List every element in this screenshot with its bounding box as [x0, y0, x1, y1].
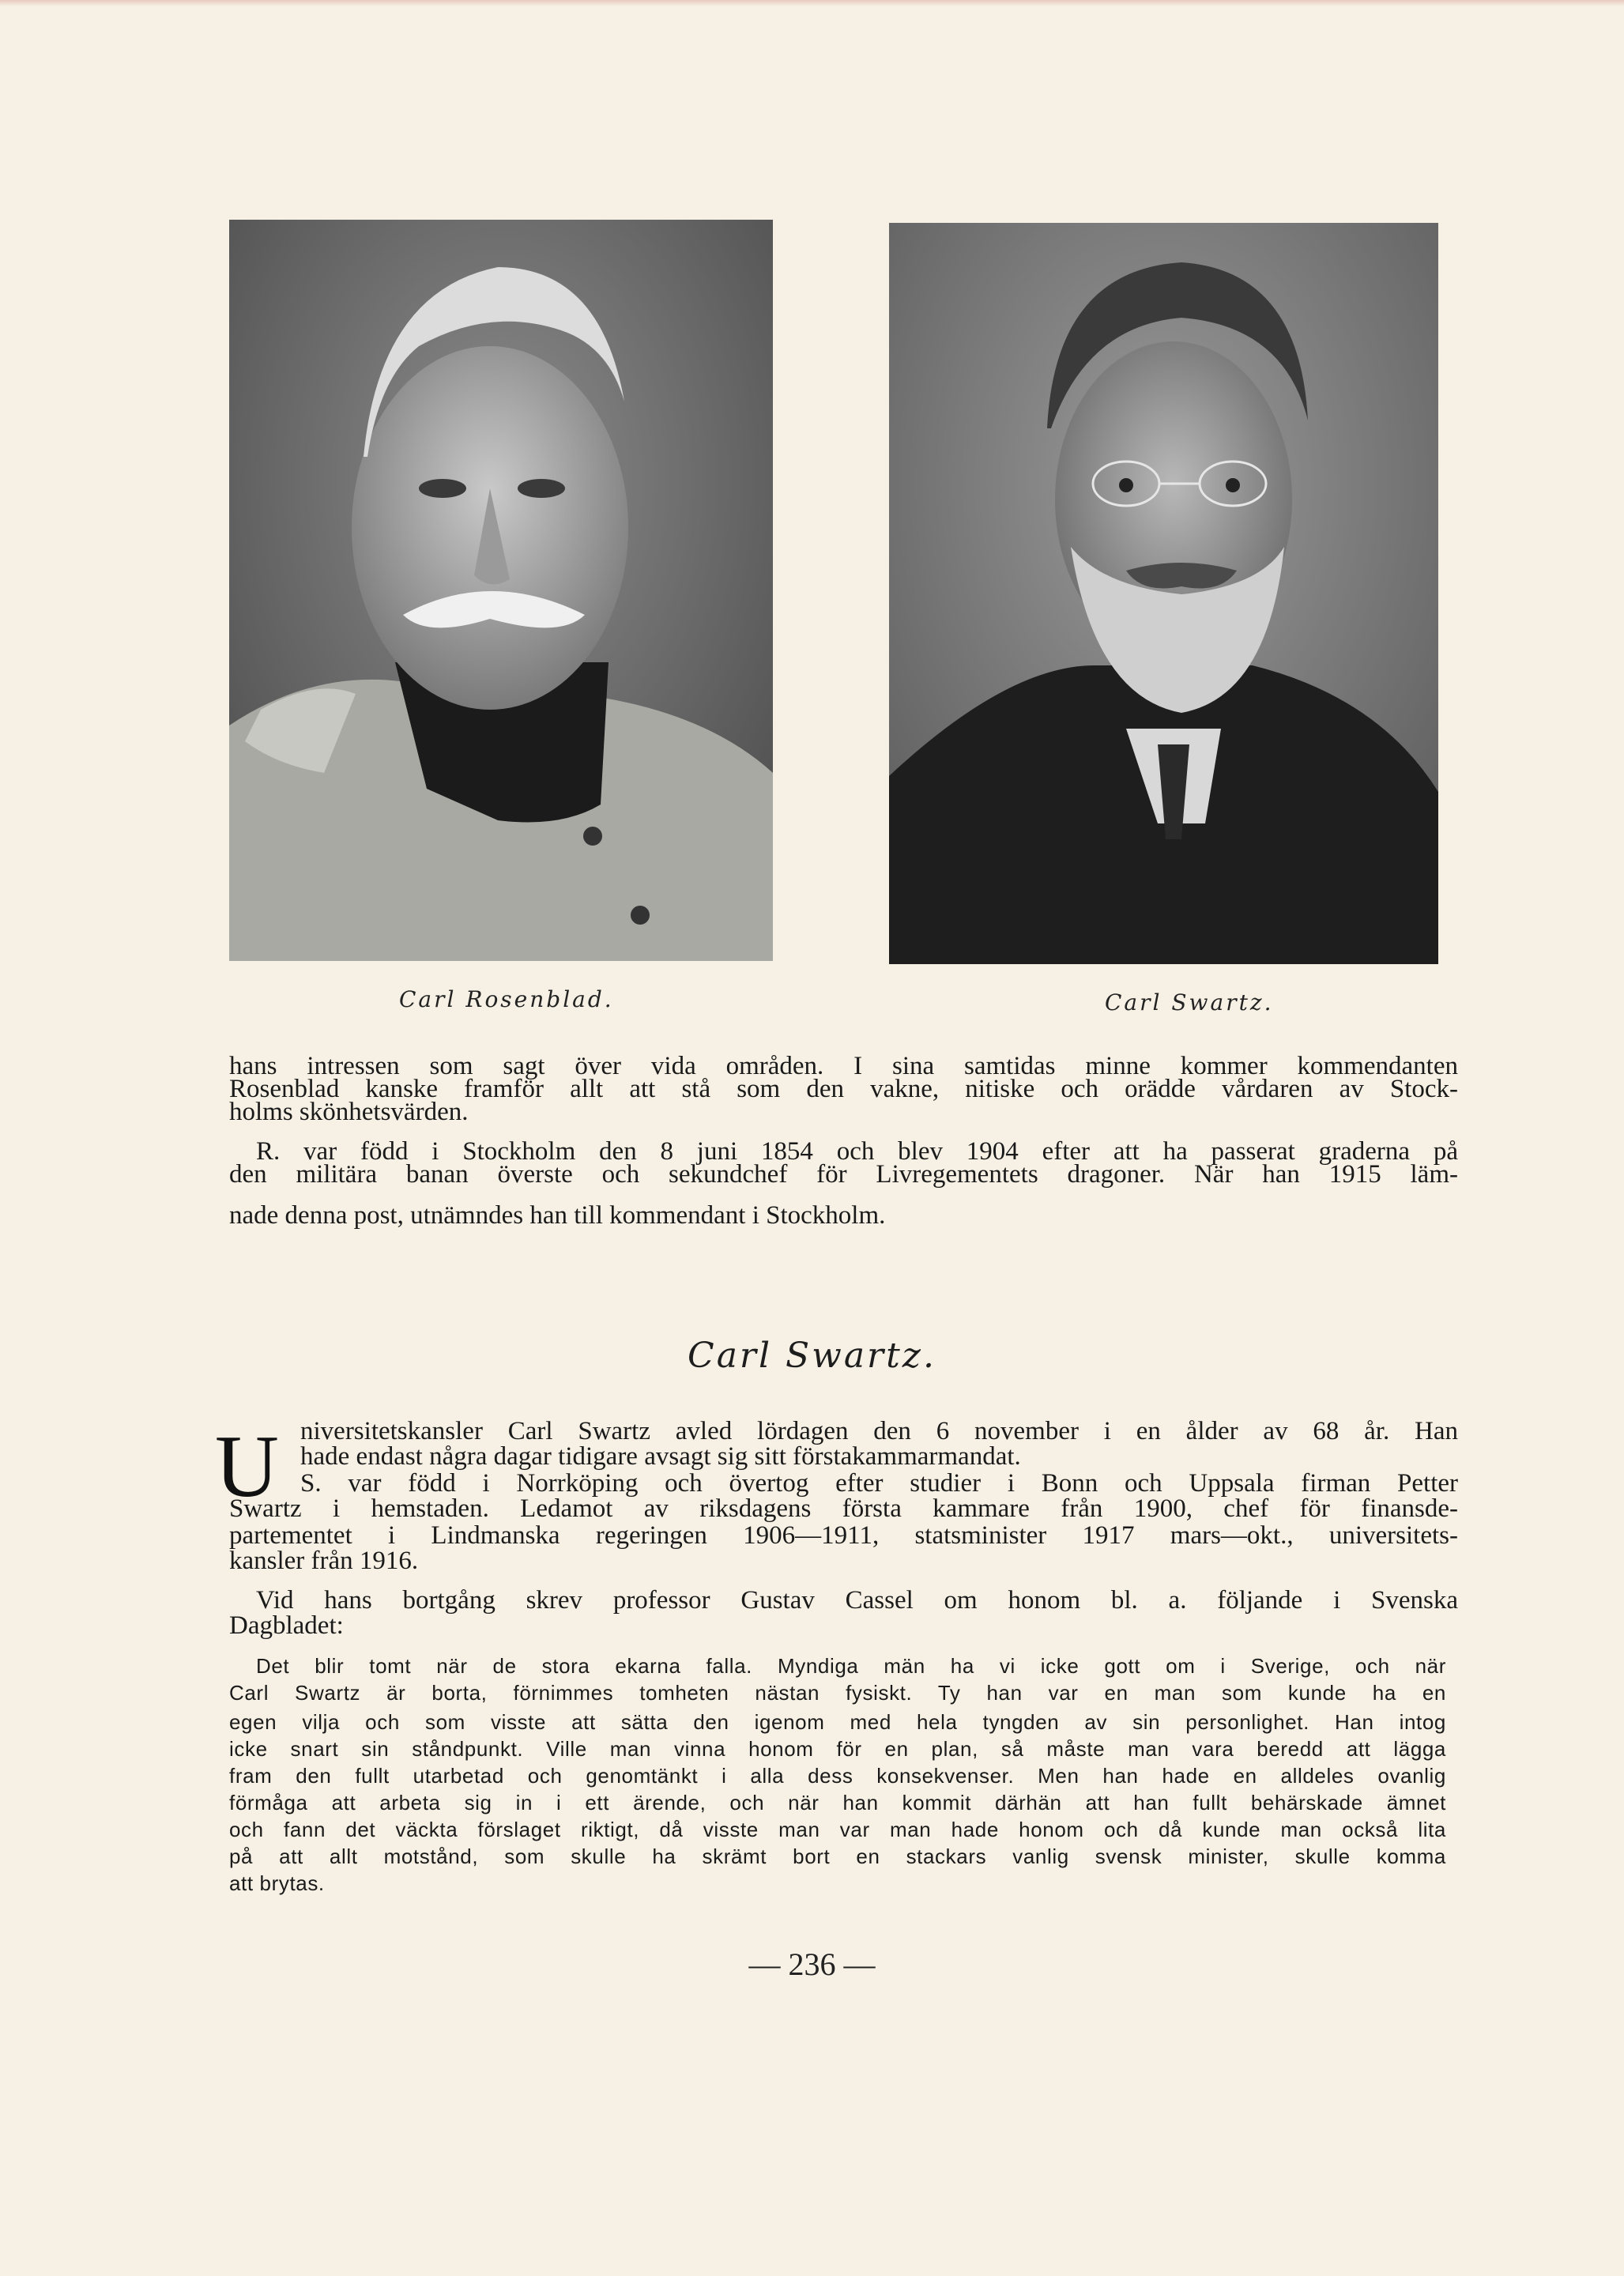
quote-line: och fann det väckta förslaget riktigt, då visste man var man hade honom och då kunde man också lita [229, 1818, 1446, 1841]
text-line: holms skönhetsvärden. [229, 1098, 469, 1126]
portrait-photo-rosenblad [229, 220, 773, 961]
text-line: den militära banan överste och sekundchef för Livregementets dragoner. När han 1915 läm- [229, 1160, 1458, 1189]
quote-line: egen vilja och som visste att sätta den igenom med hela tyngden av sin personlighet. Han intog [229, 1710, 1446, 1734]
text-line: Dagbladet: [229, 1611, 344, 1640]
text-line: Vid hans bortgång skrev professor Gustav Cassel om honom bl. a. följande i Svenska [256, 1586, 1458, 1615]
quote-line: fram den fullt utarbetad och genomtänkt i alla dess konsekvenser. Men han hade en alldeles ovanlig [229, 1764, 1446, 1788]
text-line: hans intressen som sagt över vida områden. I sina samtidas minne kommer kommendanten [229, 1052, 1458, 1080]
text-line: S. var född i Norrköping och övertog efter studier i Bonn och Uppsala firman Petter [300, 1469, 1458, 1498]
quote-line: icke snart sin ståndpunkt. Ville man vinna honom för en plan, så måste man vara beredd att lägga [229, 1737, 1446, 1761]
quote-line: Carl Swartz är borta, förnimmes tomheten nästan fysiskt. Ty han var en man som kunde ha en [229, 1681, 1446, 1705]
quote-line: på att allt motstånd, som skulle ha skrämt bort en stackars vanlig svensk minister, skulle komma [229, 1845, 1446, 1868]
text-line: Swartz i hemstaden. Ledamot av riksdagens första kammare från 1900, chef för finansde- [229, 1494, 1458, 1523]
section-title: Carl Swartz. [688, 1336, 936, 1376]
text-line: nade denna post, utnämndes han till kommendant i Stockholm. [229, 1201, 886, 1230]
drop-cap: U [215, 1418, 279, 1516]
text-line: niversitetskansler Carl Swartz avled lördagen den 6 november i en ålder av 68 år. Han [300, 1417, 1458, 1445]
text-line: kansler från 1916. [229, 1547, 419, 1575]
page-edge [0, 0, 1624, 6]
quote-line: Det blir tomt när de stora ekarna falla. Myndiga män ha vi icke gott om i Sverige, och när [256, 1654, 1446, 1678]
portrait-swartz-image [889, 223, 1438, 964]
quote-line: förmåga att arbeta sig in i ett ärende, och när han kommit därhän att han fullt behärskade ämnet [229, 1791, 1446, 1814]
portrait-rosenblad-image [229, 220, 773, 961]
text-line: hade endast några dagar tidigare avsagt sig sitt förstakammarmandat. [300, 1442, 1021, 1471]
page-number: — 236 — [748, 1946, 876, 1982]
quote-line: att brytas. [229, 1871, 325, 1895]
text-line: partementet i Lindmanska regeringen 1906—1911, statsminister 1917 mars—okt., universitets- [229, 1521, 1458, 1550]
caption-swartz: Carl Swartz. [1105, 989, 1274, 1016]
text-line: Rosenblad kanske framför allt att stå som den vakne, nitiske och orädde vårdaren av Stock- [229, 1075, 1458, 1103]
text-line: R. var född i Stockholm den 8 juni 1854 och blev 1904 efter att ha passerat graderna på [256, 1137, 1458, 1166]
caption-rosenblad: Carl Rosenblad. [399, 986, 614, 1012]
portrait-photo-swartz [889, 223, 1438, 964]
